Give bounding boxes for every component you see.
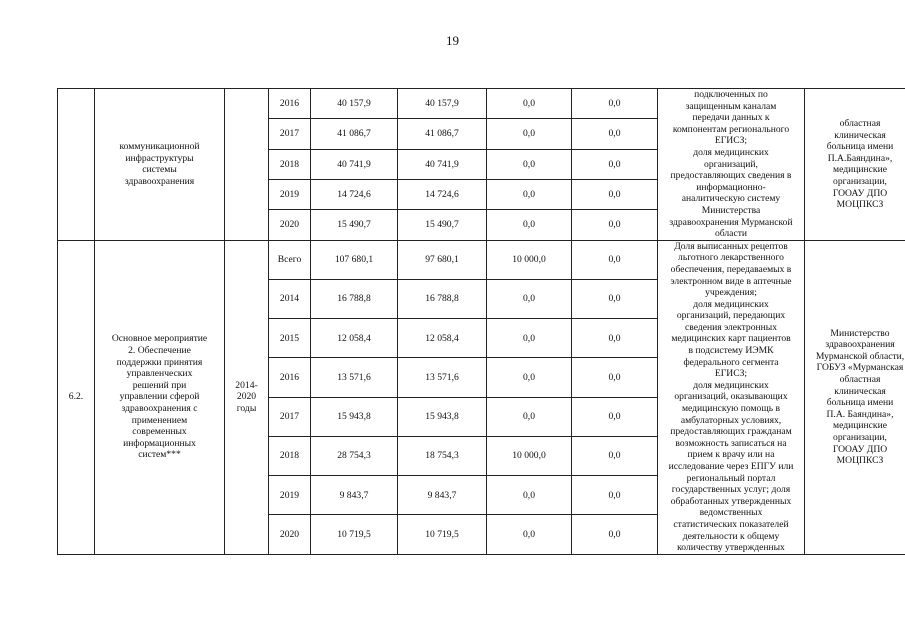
measure-name-cell: коммуникационной инфраструктуры системы здравоохранения <box>95 89 225 241</box>
total-cell: 15 943,8 <box>311 397 398 436</box>
total-cell: 16 788,8 <box>311 279 398 318</box>
federal-budget-cell: 0,0 <box>487 119 572 149</box>
section-number-cell <box>58 89 95 241</box>
other-sources-cell: 0,0 <box>572 515 658 554</box>
table-row <box>58 89 905 119</box>
other-sources-cell: 0,0 <box>572 436 658 475</box>
other-sources-cell: 0,0 <box>572 240 658 279</box>
other-sources-cell: 0,0 <box>572 397 658 436</box>
year-cell: 2016 <box>269 358 311 397</box>
period-cell: 2014- 2020 годы <box>225 240 269 554</box>
regional-budget-cell: 15 490,7 <box>398 210 487 240</box>
section-6-2 <box>58 240 905 554</box>
other-sources-cell: 0,0 <box>572 119 658 149</box>
year-cell: 2015 <box>269 319 311 358</box>
federal-budget-cell: 0,0 <box>487 210 572 240</box>
federal-budget-cell: 0,0 <box>487 515 572 554</box>
total-cell: 41 086,7 <box>311 119 398 149</box>
regional-budget-cell: 18 754,3 <box>398 436 487 475</box>
year-cell: 2017 <box>269 397 311 436</box>
indicators-cell: подключенных по защищенным каналам передачи данных к компонентам регионального ЕГИСЗ; доля медицинских организаций, предоставляющих сведения в информационно- аналитическую систему Министерства здравоохранения Мурманской области <box>658 89 805 241</box>
other-sources-cell: 0,0 <box>572 210 658 240</box>
federal-budget-cell: 0,0 <box>487 476 572 515</box>
regional-budget-cell: 40 157,9 <box>398 89 487 119</box>
regional-budget-cell: 41 086,7 <box>398 119 487 149</box>
period-cell <box>225 89 269 241</box>
federal-budget-cell: 0,0 <box>487 358 572 397</box>
total-cell: 107 680,1 <box>311 240 398 279</box>
regional-budget-cell: 10 719,5 <box>398 515 487 554</box>
section-number-cell: 6.2. <box>58 240 95 554</box>
regional-budget-cell: 40 741,9 <box>398 149 487 179</box>
regional-budget-cell: 16 788,8 <box>398 279 487 318</box>
total-cell: 40 157,9 <box>311 89 398 119</box>
regional-budget-cell: 14 724,6 <box>398 180 487 210</box>
total-cell: 40 741,9 <box>311 149 398 179</box>
year-cell: 2017 <box>269 119 311 149</box>
executors-cell: Министерство здравоохранения Мурманской области, ГОБУЗ «Мурманская областная клиническая больница имени П.А. Баяндина», медицинские организации, ГООАУ ДПО МОЦПКСЗ <box>805 240 905 554</box>
other-sources-cell: 0,0 <box>572 358 658 397</box>
year-cell: Всего <box>269 240 311 279</box>
regional-budget-cell: 15 943,8 <box>398 397 487 436</box>
program-table <box>57 88 905 555</box>
regional-budget-cell: 9 843,7 <box>398 476 487 515</box>
total-cell: 12 058,4 <box>311 319 398 358</box>
regional-budget-cell: 97 680,1 <box>398 240 487 279</box>
year-cell: 2019 <box>269 180 311 210</box>
federal-budget-cell: 0,0 <box>487 319 572 358</box>
other-sources-cell: 0,0 <box>572 89 658 119</box>
total-cell: 14 724,6 <box>311 180 398 210</box>
year-cell: 2018 <box>269 436 311 475</box>
year-cell: 2020 <box>269 210 311 240</box>
federal-budget-cell: 0,0 <box>487 279 572 318</box>
total-cell: 9 843,7 <box>311 476 398 515</box>
year-cell: 2019 <box>269 476 311 515</box>
other-sources-cell: 0,0 <box>572 476 658 515</box>
year-cell: 2020 <box>269 515 311 554</box>
total-cell: 10 719,5 <box>311 515 398 554</box>
federal-budget-cell: 0,0 <box>487 149 572 179</box>
table-row <box>58 240 905 279</box>
year-cell: 2018 <box>269 149 311 179</box>
regional-budget-cell: 12 058,4 <box>398 319 487 358</box>
executors-cell: областная клиническая больница имени П.А.Баяндина», медицинские организации, ГООАУ ДПО МОЦПКСЗ <box>805 89 905 241</box>
federal-budget-cell: 10 000,0 <box>487 436 572 475</box>
year-cell: 2016 <box>269 89 311 119</box>
total-cell: 28 754,3 <box>311 436 398 475</box>
federal-budget-cell: 10 000,0 <box>487 240 572 279</box>
other-sources-cell: 0,0 <box>572 319 658 358</box>
year-cell: 2014 <box>269 279 311 318</box>
section-top <box>58 89 905 241</box>
total-cell: 13 571,6 <box>311 358 398 397</box>
measure-name-cell: Основное мероприятие 2. Обеспечение поддержки принятия управленческих решений при управлении сферой здравоохранения с применением современных информационных систем*** <box>95 240 225 554</box>
other-sources-cell: 0,0 <box>572 180 658 210</box>
other-sources-cell: 0,0 <box>572 149 658 179</box>
indicators-cell: Доля выписанных рецептов льготного лекарственного обеспечения, передаваемых в электронном виде в аптечные учреждения; доля медицинских организаций, передающих сведения электронных медицинских карт пациентов в подсистему ИЭМК федерального сегмента ЕГИСЗ; доля медицинских организаций, оказывающих медицинскую помощь в амбулаторных условиях, предоставляющих гражданам возможность записаться на прием к врачу или на исследование через ЕПГУ или региональный портал государственных услуг; доля обработанных утвержденных ведомственных статистических показателей деятельности к общему количеству утвержденных <box>658 240 805 554</box>
page-number: 19 <box>446 33 459 48</box>
other-sources-cell: 0,0 <box>572 279 658 318</box>
federal-budget-cell: 0,0 <box>487 180 572 210</box>
total-cell: 15 490,7 <box>311 210 398 240</box>
regional-budget-cell: 13 571,6 <box>398 358 487 397</box>
federal-budget-cell: 0,0 <box>487 89 572 119</box>
federal-budget-cell: 0,0 <box>487 397 572 436</box>
